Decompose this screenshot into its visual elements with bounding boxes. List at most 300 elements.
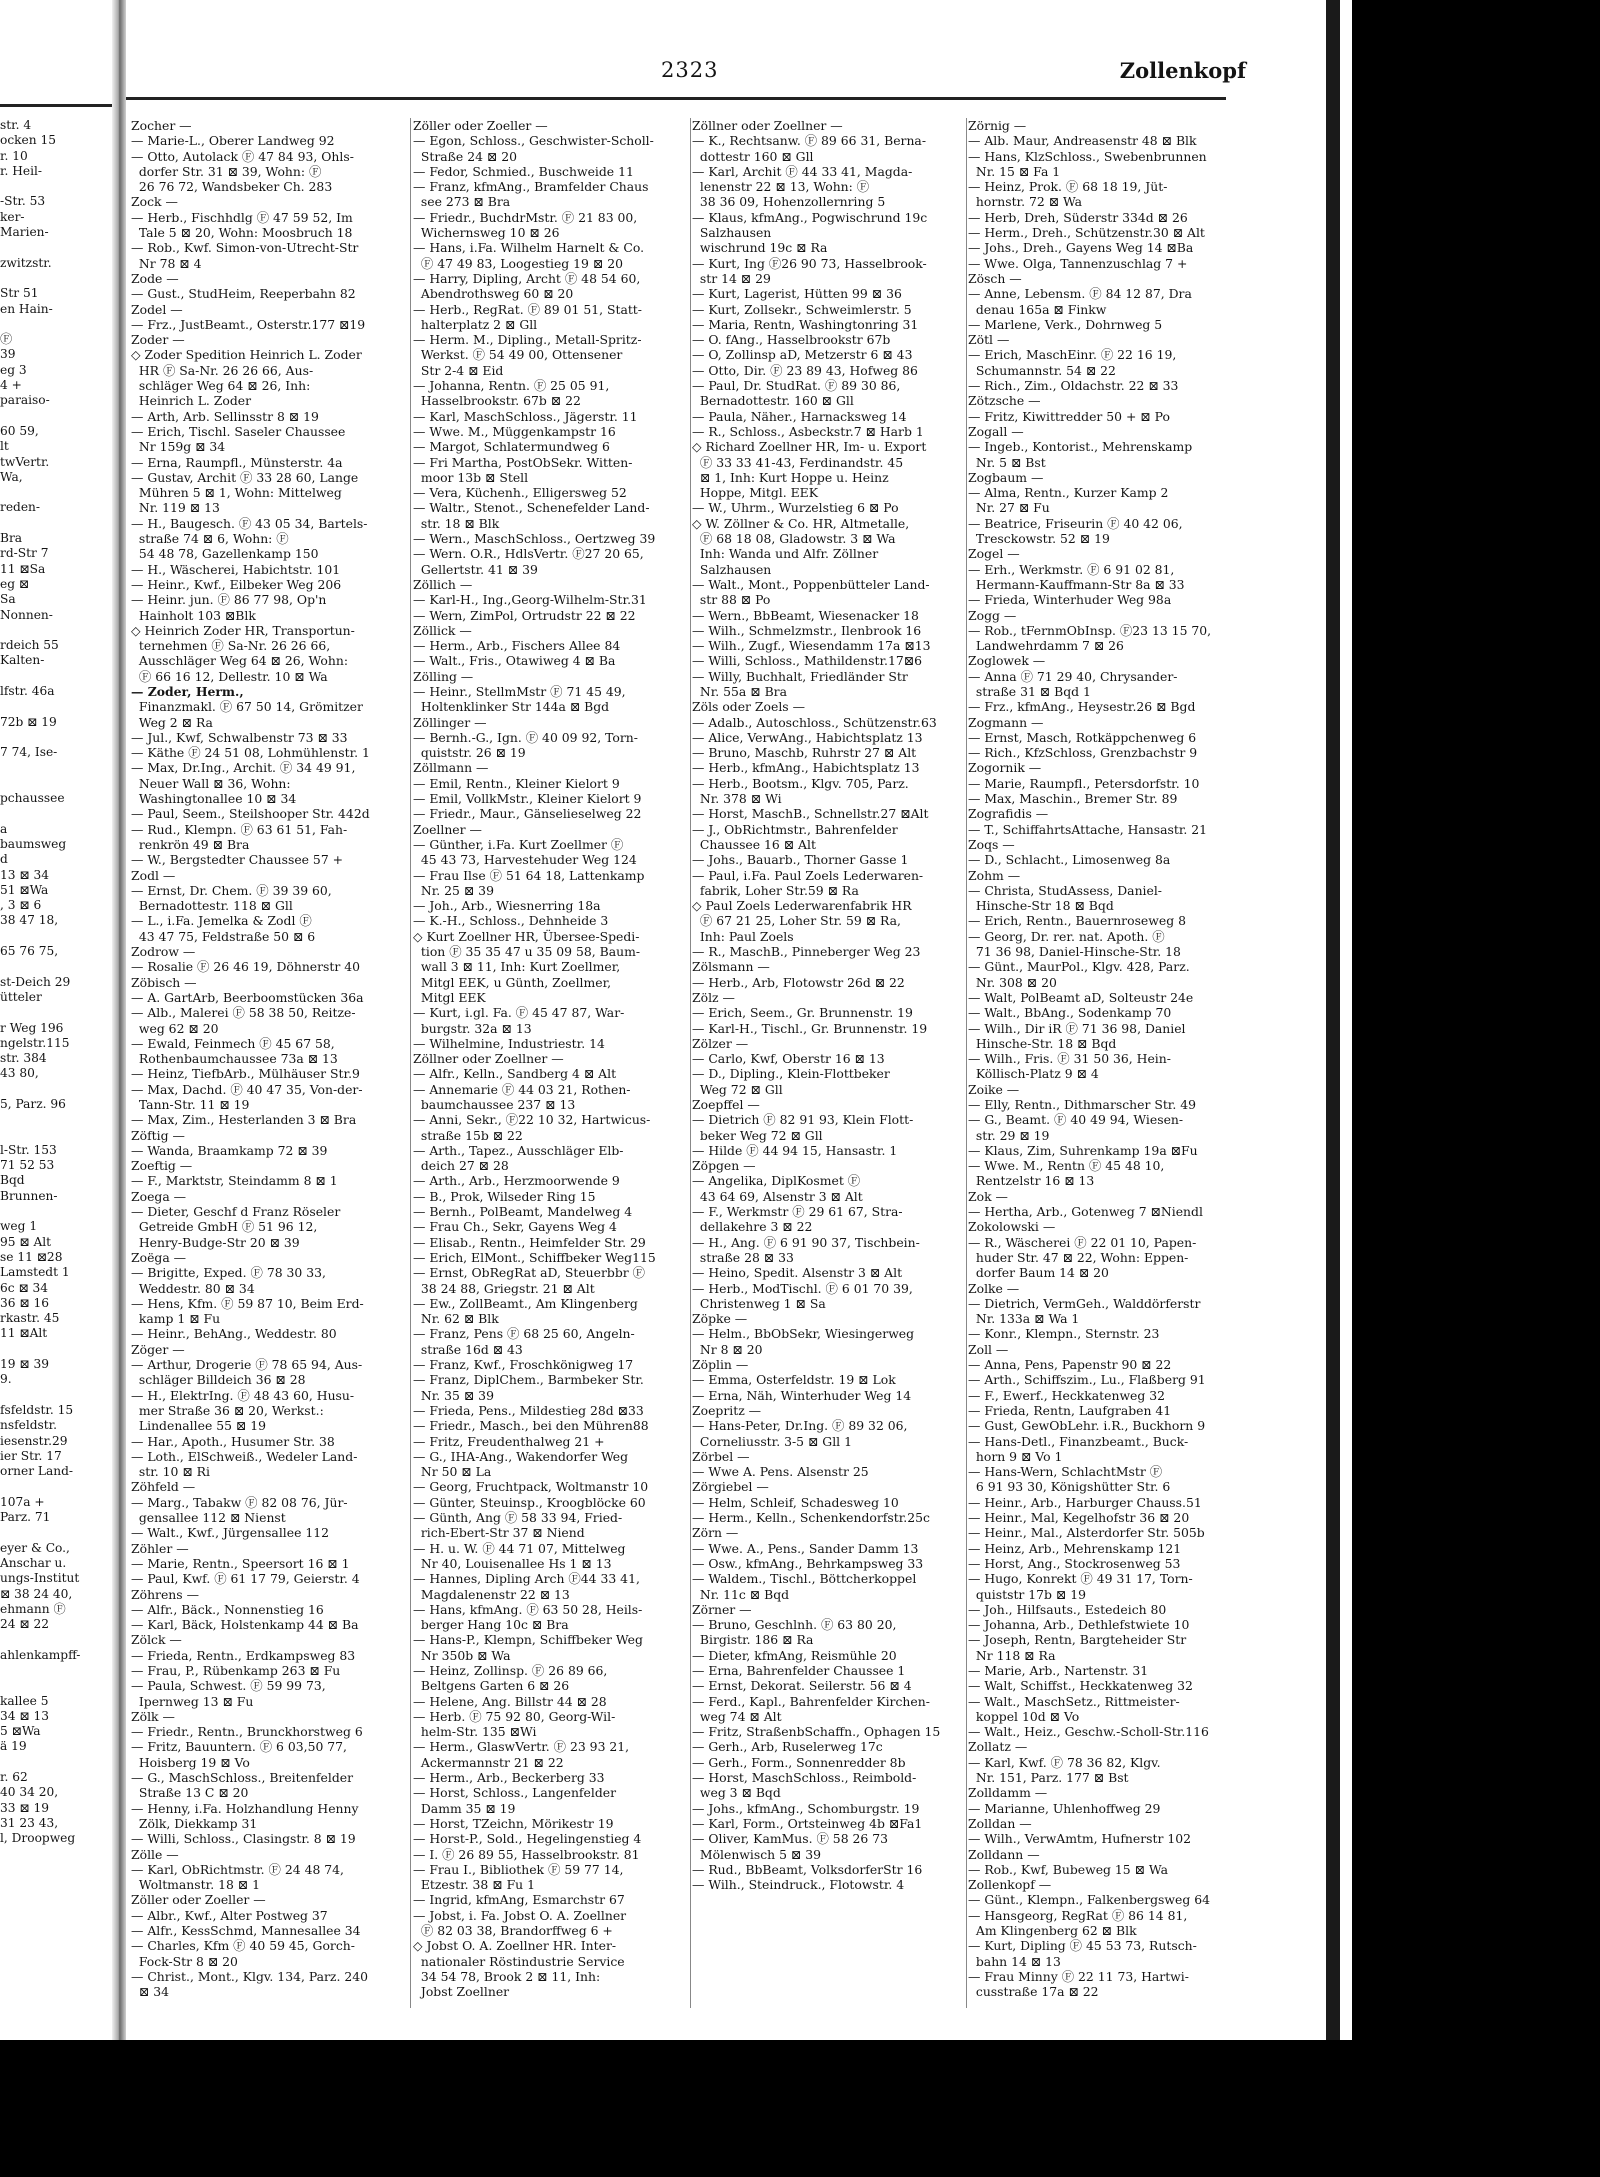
directory-line: dellakehre 3 ⊠ 22: [692, 1219, 813, 1235]
directory-line: — Zoder, Herm.,: [131, 683, 244, 699]
directory-line: — Bruno, Maschb, Ruhrstr 27 ⊠ Alt: [692, 745, 917, 761]
directory-line: — Fritz, Bauuntern. Ⓕ 6 03,50 77,: [131, 1739, 347, 1755]
directory-line: — Paul, Seem., Steilshooper Str. 442d: [131, 806, 370, 822]
directory-line: Zörbel —: [692, 1448, 750, 1464]
directory-line: Beltgens Garten 6 ⊠ 26: [413, 1678, 570, 1694]
directory-line: — H., Wäscherei, Habichtstr. 101: [131, 561, 341, 577]
directory-line: 5 ⊠Wa: [0, 1724, 41, 1739]
directory-line: — Hans, kfmAng. Ⓕ 63 50 28, Heils-: [413, 1601, 643, 1617]
directory-line: str 88 ⊠ Po: [692, 592, 771, 608]
directory-line: — Helene, Ang. Billstr 44 ⊠ 28: [413, 1693, 607, 1709]
directory-line: — Marg., Tabakw Ⓕ 82 08 76, Jür-: [131, 1494, 348, 1510]
directory-line: Zörnig —: [968, 118, 1027, 133]
directory-line: Zölz —: [692, 989, 735, 1005]
directory-line: — Friedr., Maur., Gänselieselweg 22: [413, 806, 642, 822]
directory-line: deich 27 ⊠ 28: [413, 1158, 509, 1174]
directory-line: Hainholt 103 ⊠Blk: [131, 607, 256, 623]
directory-line: 38 47 18,: [0, 913, 59, 928]
directory-line: 54 48 78, Gazellenkamp 150: [131, 546, 319, 562]
directory-line: 39: [0, 347, 16, 362]
directory-line: weg 3 ⊠ Bqd: [692, 1785, 781, 1801]
directory-line: Zöllner oder Zoellner —: [413, 1051, 564, 1067]
directory-line: Neuer Wall ⊠ 36, Wohn:: [131, 775, 291, 791]
directory-line: — Walt, PolBeamt aD, Solteustr 24e: [968, 989, 1194, 1005]
directory-line: Brunnen-: [0, 1188, 58, 1203]
directory-line: koppel 10d ⊠ Vo: [968, 1708, 1080, 1724]
directory-line: -Str. 53: [0, 194, 46, 209]
directory-line: straße 28 ⊠ 33: [692, 1249, 794, 1265]
directory-line: Ⓕ 33 33 41-43, Ferdinandstr. 45: [692, 454, 904, 470]
directory-line: Zöftig —: [131, 1127, 185, 1143]
directory-line: — Herb., Bootsm., Klgv. 705, Parz.: [692, 775, 909, 791]
directory-line: — Marlene, Verk., Dohrnweg 5: [968, 316, 1163, 332]
directory-line: — Karl, Bäck, Holstenkamp 44 ⊠ Ba: [131, 1617, 359, 1633]
directory-line: [0, 730, 108, 745]
directory-line: ehmann Ⓕ: [0, 1601, 66, 1616]
directory-line: Str 51: [0, 286, 39, 301]
directory-line: — Annemarie Ⓕ 44 03 21, Rothen-: [413, 1081, 631, 1097]
directory-line: — H. u. W. Ⓕ 44 71 07, Mittelweg: [413, 1540, 626, 1556]
directory-line: — J., ObRichtmstr., Bahrenfelder: [692, 821, 898, 837]
directory-line: — Wern, ZimPol, Ortrudstr 22 ⊠ 22: [413, 607, 636, 623]
directory-line: ⊠ 34: [131, 1984, 169, 2000]
directory-line: ◇ W. Zöllner & Co. HR, Altmetalle,: [692, 515, 910, 531]
directory-line: Zöller oder Zoeller —: [413, 118, 548, 133]
directory-line: Zodl —: [131, 867, 176, 883]
directory-line: — Emil, Rentn., Kleiner Kielort 9: [413, 775, 620, 791]
directory-line: — Herm., GlaswVertr. Ⓕ 23 93 21,: [413, 1739, 630, 1755]
directory-line: 71 52 53: [0, 1158, 55, 1173]
directory-line: [0, 1112, 108, 1127]
directory-line: bahn 14 ⊠ 13: [968, 1953, 1061, 1969]
directory-line: Zoeftig —: [131, 1158, 193, 1174]
directory-line: — Hans-P., Klempn, Schiffbeker Weg: [413, 1632, 643, 1648]
directory-line: — Helm, Schleif, Schadesweg 10: [692, 1494, 899, 1510]
directory-line: — Anni, Sekr., Ⓕ22 10 32, Hartwicus-: [413, 1112, 651, 1128]
directory-line: quiststr 17b ⊠ 19: [968, 1586, 1087, 1602]
directory-line: — Friedr., Rentn., Brunckhorstweg 6: [131, 1724, 363, 1740]
directory-line: — Max, Dachd. Ⓕ 40 47 35, Von-der-: [131, 1081, 363, 1097]
directory-line: — Rob., Kwf. Simon-von-Utrecht-Str: [131, 240, 359, 256]
directory-line: Anschar u.: [0, 1555, 67, 1570]
directory-line: — Johs., Bauarb., Thorner Gasse 1: [692, 852, 909, 868]
directory-line: r. 62: [0, 1770, 28, 1785]
directory-line: — Ernst, Dr. Chem. Ⓕ 39 39 60,: [131, 882, 332, 898]
directory-line: [0, 760, 108, 775]
directory-line: — Heinr., BehAng., Weddestr. 80: [131, 1326, 337, 1342]
directory-line: Wichernsweg 10 ⊠ 26: [413, 225, 560, 241]
directory-line: Nr. 15 ⊠ Fa 1: [968, 163, 1061, 179]
directory-line: weg 62 ⊠ 20: [131, 1020, 219, 1036]
directory-line: — Karl, Kwf. Ⓕ 78 36 82, Klgv.: [968, 1754, 1161, 1770]
directory-line: — Gust., StudHeim, Reeperbahn 82: [131, 286, 356, 302]
directory-line: berger Hang 10c ⊠ Bra: [413, 1617, 569, 1633]
directory-line: — Wilh., Schmelzmstr., Ilenbrook 16: [692, 622, 922, 638]
directory-line: — Willi, Schloss., Clasingstr. 8 ⊠ 19: [131, 1831, 356, 1847]
directory-line: Zöllinger —: [413, 714, 487, 730]
directory-line: 60 59,: [0, 423, 39, 438]
directory-line: Zogall —: [968, 423, 1024, 439]
directory-line: rd-Str 7: [0, 546, 49, 561]
directory-line: Zoepffel —: [692, 1097, 760, 1112]
directory-line: dottestr 160 ⊠ Gll: [692, 148, 814, 164]
directory-line: — Ernst, ObRegRat aD, Steuerbbr Ⓕ: [413, 1265, 646, 1281]
directory-line: — F., Werkmstr Ⓕ 29 61 67, Stra-: [692, 1204, 903, 1220]
directory-line: — Wwe. Olga, Tannenzuschlag 7 +: [968, 255, 1188, 271]
directory-line: nsfeldstr.: [0, 1418, 58, 1433]
directory-line: — Loth., ElSchweiß., Wedeler Land-: [131, 1448, 358, 1464]
directory-line: r Weg 196: [0, 1020, 64, 1035]
directory-line: ütteler: [0, 989, 42, 1004]
directory-line: — Karl-H., Tischl., Gr. Brunnenstr. 19: [692, 1020, 928, 1036]
directory-line: [0, 1005, 108, 1020]
directory-line: Finanzmakl. Ⓕ 67 50 14, Grömitzer: [131, 699, 363, 715]
directory-line: Zogg —: [968, 607, 1017, 623]
directory-line: Tann-Str. 11 ⊠ 19: [131, 1097, 250, 1112]
directory-line: — Harry, Dipling, Archt Ⓕ 48 54 60,: [413, 270, 641, 286]
directory-line: — Wilh., VerwAmtm, Hufnerstr 102: [968, 1831, 1192, 1847]
directory-line: Heinrich L. Zoder: [131, 393, 252, 409]
directory-line: Fock-Str 8 ⊠ 20: [131, 1953, 238, 1969]
directory-line: weg 74 ⊠ Alt: [692, 1708, 782, 1724]
directory-line: — Franz, DiplChem., Barmbeker Str.: [413, 1372, 644, 1388]
directory-line: — Günt., Klempn., Falkenbergsweg 64: [968, 1892, 1210, 1908]
directory-line: — Herm., Dreh., Schützenstr.30 ⊠ Alt: [968, 225, 1205, 241]
directory-line: Hermann-Kauffmann-Str 8a ⊠ 33: [968, 576, 1185, 592]
directory-line: — Rosalie Ⓕ 26 46 19, Döhnerstr 40: [131, 959, 361, 975]
directory-line: Lamstedt 1: [0, 1265, 70, 1280]
directory-line: — Rob., tFernmObInsp. Ⓕ23 13 15 70,: [968, 622, 1212, 638]
directory-line: [0, 1204, 108, 1219]
directory-line: Zöplin —: [692, 1357, 749, 1373]
directory-line: — Paula, Schwest. Ⓕ 59 99 73,: [131, 1678, 326, 1694]
directory-line: cusstraße 17a ⊠ 22: [968, 1984, 1099, 2000]
directory-line: Lindenallee 55 ⊠ 19: [131, 1418, 267, 1434]
directory-line: — Wilh., Dir iR Ⓕ 71 36 98, Daniel: [968, 1020, 1186, 1036]
directory-line: — Wwe A. Pens. Alsenstr 25: [692, 1464, 869, 1480]
directory-line: Ipernweg 13 ⊠ Fu: [131, 1693, 254, 1709]
directory-line: 38 24 88, Griegstr. 21 ⊠ Alt: [413, 1280, 595, 1296]
directory-line: Zöpke —: [692, 1311, 748, 1327]
directory-line: ◇ Zoder Spedition Heinrich L. Zoder: [131, 347, 362, 363]
directory-line: a: [0, 821, 8, 836]
directory-line: [0, 1525, 108, 1540]
directory-line: — Heino, Spedit. Alsenstr 3 ⊠ Alt: [692, 1265, 903, 1281]
directory-line: — Dietrich, VermGeh., Walddörferstr: [968, 1295, 1201, 1311]
directory-line: — Hansgeorg, RegRat Ⓕ 86 14 81,: [968, 1907, 1188, 1923]
directory-line: — H., Baugesch. Ⓕ 43 05 34, Bartels-: [131, 515, 368, 531]
directory-line: 65 76 75,: [0, 944, 59, 959]
directory-line: — Dieter, Geschf d Franz Röseler: [131, 1204, 341, 1220]
directory-line: st-Deich 29: [0, 974, 71, 989]
directory-line: — Walt., Kwf., Jürgensallee 112: [131, 1525, 329, 1541]
directory-line: — F., Marktstr, Steindamm 8 ⊠ 1: [131, 1173, 338, 1189]
column-divider: [966, 118, 967, 2008]
directory-line: ◇ Kurt Zoellner HR, Übersee-Spedi-: [413, 928, 640, 944]
directory-line: Zoepritz —: [692, 1402, 762, 1418]
directory-line: straße 16d ⊠ 43: [413, 1341, 523, 1357]
directory-line: — Elly, Rentn., Dithmarscher Str. 49: [968, 1097, 1197, 1112]
directory-line: [0, 271, 108, 286]
directory-line: Köllisch-Platz 9 ⊠ 4: [968, 1066, 1099, 1082]
directory-line: — Jobst, i. Fa. Jobst O. A. Zoellner: [413, 1907, 627, 1923]
directory-line: Nr. 35 ⊠ 39: [413, 1387, 494, 1403]
directory-line: — Rob., Kwf, Bubeweg 15 ⊠ Wa: [968, 1861, 1168, 1877]
directory-line: 43 80,: [0, 1066, 39, 1081]
directory-line: — Horst, Schloss., Langenfelder: [413, 1785, 617, 1801]
directory-line: — Johs., Dreh., Gayens Weg 14 ⊠Ba: [968, 240, 1194, 256]
directory-line: Zoll —: [968, 1341, 1009, 1357]
directory-line: Zolke —: [968, 1280, 1020, 1296]
directory-line: — Christa, StudAssess, Daniel-: [968, 882, 1162, 898]
directory-line: ⊠ 1, Inh: Kurt Hoppe u. Heinz: [692, 469, 889, 485]
directory-line: — Alfr., Bäck., Nonnenstieg 16: [131, 1601, 324, 1617]
directory-line: — Otto, Autolack Ⓕ 47 84 93, Ohls-: [131, 148, 354, 164]
directory-line: — Heinr., Mal., Alsterdorfer Str. 505b: [968, 1525, 1205, 1541]
directory-line: Zölsmann —: [692, 959, 770, 975]
directory-line: — Hans-Wern, SchlachtMstr Ⓕ: [968, 1464, 1163, 1480]
directory-line: Zoëga —: [131, 1249, 187, 1265]
directory-line: ocken 15: [0, 133, 56, 148]
directory-line: — Erich, Seem., Gr. Brunnenstr. 19: [692, 1005, 913, 1021]
directory-line: — Wern., MaschSchloss., Oertzweg 39: [413, 531, 656, 547]
directory-line: — Frau I., Bibliothek Ⓕ 59 77 14,: [413, 1861, 624, 1877]
directory-line: helm-Str. 135 ⊠Wi: [413, 1724, 537, 1740]
directory-line: Sa: [0, 592, 16, 607]
directory-line: r. 10: [0, 148, 28, 163]
directory-line: str. 10 ⊠ Ri: [131, 1464, 210, 1480]
directory-line: — Dieter, kfmAng, Reismühle 20: [692, 1647, 897, 1663]
directory-line: ⊠ 38 24 40,: [0, 1586, 73, 1601]
directory-line: — Horst, TZeichn, Mörikestr 19: [413, 1815, 614, 1831]
directory-line: — Günth, Ang Ⓕ 58 33 94, Fried-: [413, 1510, 623, 1526]
directory-line: — Max, Zim., Hesterlanden 3 ⊠ Bra: [131, 1112, 357, 1128]
directory-line: baumsweg: [0, 836, 67, 851]
directory-line: — Kurt, Dipling Ⓕ 45 53 73, Rutsch-: [968, 1938, 1197, 1954]
directory-line: Hasselbrookstr. 67b ⊠ 22: [413, 393, 581, 409]
directory-line: — Frau, P., Rübenkamp 263 ⊠ Fu: [131, 1662, 341, 1678]
directory-line: ◇ Richard Zoellner HR, Im- u. Export: [692, 439, 927, 455]
directory-line: Nr. 27 ⊠ Fu: [968, 500, 1050, 516]
directory-line: Zoellner —: [413, 821, 482, 837]
directory-line: — Erh., Werkmstr. Ⓕ 6 91 02 81,: [968, 561, 1175, 577]
directory-line: mer Straße 36 ⊠ 20, Werkst.:: [131, 1402, 324, 1418]
directory-line: Birgistr. 186 ⊠ Ra: [692, 1632, 814, 1648]
directory-line: [0, 240, 108, 255]
directory-line: — Beatrice, Friseurin Ⓕ 40 42 06,: [968, 515, 1183, 531]
directory-line: 7 74, Ise-: [0, 745, 58, 760]
directory-line: Zörgiebel —: [692, 1479, 769, 1495]
directory-line: HR Ⓕ Sa-Nr. 26 26 66, Aus-: [131, 362, 314, 378]
directory-line: 34 ⊠ 13: [0, 1708, 49, 1723]
directory-line: — Helm., BbObSekr, Wiesingerweg: [692, 1326, 915, 1342]
directory-line: — Johs., kfmAng., Schomburgstr. 19: [692, 1800, 920, 1816]
directory-line: — Hans-Peter, Dr.Ing. Ⓕ 89 32 06,: [692, 1418, 908, 1434]
directory-line: — Walt, Schiffst., Heckkatenweg 32: [968, 1678, 1193, 1694]
directory-line: Nonnen-: [0, 607, 53, 622]
directory-line: Nr. 378 ⊠ Wi: [692, 791, 782, 807]
directory-line: Zogornik —: [968, 760, 1042, 776]
directory-line: — Alice, VerwAng., Habichtsplatz 13: [692, 729, 923, 745]
directory-line: — R., Wäscherei Ⓕ 22 01 10, Papen-: [968, 1234, 1197, 1250]
directory-line: straße 31 ⊠ Bqd 1: [968, 683, 1091, 699]
directory-line: Zolldamm —: [968, 1785, 1048, 1801]
directory-line: Jobst Zoellner: [413, 1984, 510, 2000]
directory-line: — Walt., MaschSetz., Rittmeister-: [968, 1693, 1180, 1709]
directory-line: — Frz., kfmAng., Heysestr.26 ⊠ Bgd: [968, 699, 1196, 715]
directory-line: — Joh., Arb., Wiesnerring 18a: [413, 898, 601, 914]
directory-line: 31 23 43,: [0, 1815, 59, 1830]
directory-line: — Horst, Ang., Stockrosenweg 53: [968, 1555, 1181, 1571]
directory-line: — Horst, MaschSchloss., Reimbold-: [692, 1770, 917, 1786]
directory-line: — Günt., MaurPol., Klgv. 428, Parz.: [968, 959, 1190, 975]
directory-line: — Wern. O.R., HdlsVertr. Ⓕ27 20 65,: [413, 546, 644, 562]
directory-line: — Marie-L., Oberer Landweg 92: [131, 133, 335, 149]
directory-line: — Hugo, Konrekt Ⓕ 49 31 17, Torn-: [968, 1571, 1193, 1587]
directory-line: ä 19: [0, 1739, 27, 1754]
directory-line: — Franz, kfmAng., Bramfelder Chaus: [413, 179, 649, 195]
directory-line: — Fri Martha, PostObSekr. Witten-: [413, 454, 633, 470]
directory-line: — Paul, Dr. StudRat. Ⓕ 89 30 86,: [692, 378, 901, 394]
directory-line: ker-: [0, 209, 25, 224]
directory-line: — Hans, i.Fa. Wilhelm Harnelt & Co.: [413, 240, 645, 256]
directory-line: — Heinr. jun. Ⓕ 86 77 98, Op'n: [131, 592, 327, 608]
directory-line: — O, Zollinsp aD, Metzerstr 6 ⊠ 43: [692, 347, 913, 363]
directory-line: — Rud., BbBeamt, VolksdorferStr 16: [692, 1861, 923, 1877]
directory-line: Zogel —: [968, 546, 1020, 562]
directory-line: fsfeldstr. 15: [0, 1402, 74, 1417]
directory-line: zwitzstr.: [0, 255, 52, 270]
directory-line: — H., ElektrIng. Ⓕ 48 43 60, Husu-: [131, 1387, 355, 1403]
directory-line: — Walt., Fris., Otawiweg 4 ⊠ Ba: [413, 653, 616, 669]
directory-line: ◇ Heinrich Zoder HR, Transportun-: [131, 622, 355, 638]
directory-line: reden-: [0, 500, 41, 515]
directory-line: — Friedr., Masch., bei den Mühren88: [413, 1418, 649, 1434]
directory-line: Landwehrdamm 7 ⊠ 26: [968, 638, 1124, 654]
directory-line: wischrund 19c ⊠ Ra: [692, 240, 828, 256]
directory-line: str 14 ⊠ 29: [692, 270, 771, 286]
directory-line: eg ⊠: [0, 576, 30, 591]
directory-line: pchaussee: [0, 791, 65, 806]
directory-line: — Herb. Ⓕ 75 92 80, Georg-Wil-: [413, 1708, 616, 1724]
directory-line: — Alma, Rentn., Kurzer Kamp 2: [968, 485, 1169, 501]
directory-line: Zösch —: [968, 270, 1022, 286]
directory-line: orner Land-: [0, 1464, 74, 1479]
directory-line: schläger Weg 64 ⊠ 26, Inh:: [131, 378, 311, 394]
directory-line: Bra: [0, 531, 23, 546]
directory-line: 43 64 69, Alsenstr 3 ⊠ Alt: [692, 1188, 863, 1204]
directory-line: Salzhausen: [692, 561, 772, 577]
directory-line: — Herm., Arb., Beckerberg 33: [413, 1770, 605, 1786]
directory-line: — Franz, Pens Ⓕ 68 25 60, Angeln-: [413, 1326, 635, 1342]
directory-line: — Rud., Klempn. Ⓕ 63 61 51, Fah-: [131, 821, 348, 837]
directory-line: Wa,: [0, 469, 23, 484]
directory-line: Salzhausen: [692, 225, 772, 241]
directory-line: huder Str. 47 ⊠ 22, Wohn: Eppen-: [968, 1249, 1189, 1265]
directory-line: eyer & Co.,: [0, 1540, 70, 1555]
directory-line: 40 34 20,: [0, 1785, 59, 1800]
column-divider: [690, 118, 691, 2008]
directory-line: — Kurt, Lagerist, Hütten 99 ⊠ 36: [692, 286, 902, 302]
directory-line: Nr 118 ⊠ Ra: [968, 1647, 1056, 1663]
directory-line: — G., IHA-Ang., Wakendorfer Weg: [413, 1448, 629, 1464]
directory-line: Inh: Paul Zoels: [692, 928, 794, 944]
directory-line: 45 43 73, Harvestehuder Weg 124: [413, 852, 637, 868]
directory-line: — Arth., Arb., Herzmoorwende 9: [413, 1173, 620, 1189]
directory-line: — A. GartArb, Beerboomstücken 36a: [131, 989, 364, 1005]
directory-line: [0, 1678, 108, 1693]
directory-line: — Karl-H., Ing.,Georg-Wilhelm-Str.31: [413, 592, 647, 608]
column-divider: [410, 118, 411, 2008]
directory-line: see 273 ⊠ Bra: [413, 194, 511, 210]
directory-line: — Käthe Ⓕ 24 51 08, Lohmühlenstr. 1: [131, 745, 370, 761]
directory-line: [0, 1388, 108, 1403]
directory-line: — Erich, Rentn., Bauernroseweg 8: [968, 913, 1186, 929]
directory-line: — Alfr., KessSchmd, Mannesallee 34: [131, 1923, 361, 1939]
scan-background-bottom: [0, 2040, 1352, 2177]
directory-line: — Bruno, Geschlnh. Ⓕ 63 80 20,: [692, 1617, 897, 1633]
scan-edge: [1326, 0, 1340, 2177]
directory-line: Hinsche-Str. 18 ⊠ Bqd: [968, 1035, 1117, 1051]
directory-line: — Heinz, Arb., Mehrenskamp 121: [968, 1540, 1182, 1556]
directory-line: — Erich, ElMont., Schiffbeker Weg115: [413, 1249, 656, 1265]
directory-line: Damm 35 ⊠ 19: [413, 1800, 516, 1816]
directory-line: Nr. 151, Parz. 177 ⊠ Bst: [968, 1770, 1129, 1786]
directory-line: — Christ., Mont., Klgv. 134, Parz. 240: [131, 1968, 368, 1984]
directory-line: — B., Prok, Wilseder Ring 15: [413, 1188, 596, 1204]
directory-line: — Karl, Archit Ⓕ 44 33 41, Magda-: [692, 163, 913, 179]
directory-line: l-Str. 153: [0, 1142, 57, 1157]
directory-line: gensallee 112 ⊠ Nienst: [131, 1510, 286, 1526]
directory-line: Bernadottestr. 118 ⊠ Gll: [131, 898, 293, 914]
directory-line: — Hans-Detl., Finanzbeamt., Buck-: [968, 1433, 1189, 1449]
directory-line: 34 54 78, Brook 2 ⊠ 11, Inh:: [413, 1968, 601, 1984]
directory-line: Getreide GmbH Ⓕ 51 96 12,: [131, 1219, 318, 1235]
directory-line: Nr. 308 ⊠ 20: [968, 974, 1057, 990]
directory-line: Nr 40, Louisenallee Hs 1 ⊠ 13: [413, 1555, 612, 1571]
directory-line: str. 18 ⊠ Blk: [413, 515, 500, 531]
directory-line: ternehmen Ⓕ Sa-Nr. 26 26 66,: [131, 638, 331, 654]
directory-line: en Hain-: [0, 301, 53, 316]
directory-line: Rentzelstr 16 ⊠ 13: [968, 1173, 1095, 1189]
directory-line: — Ingeb., Kontorist., Mehrenskamp: [968, 439, 1193, 455]
directory-line: ◇ Jobst O. A. Zoellner HR. Inter-: [413, 1938, 617, 1954]
directory-line: iesenstr.29: [0, 1433, 68, 1448]
directory-line: weg 1: [0, 1219, 38, 1234]
directory-line: Nr. 5 ⊠ Bst: [968, 454, 1046, 470]
directory-line: Straße 13 C ⊠ 20: [131, 1785, 249, 1801]
directory-line: 26 76 72, Wandsbeker Ch. 283: [131, 179, 333, 195]
directory-line: Ⓕ 67 21 25, Loher Str. 59 ⊠ Ra,: [692, 913, 901, 929]
directory-line: Nr. 119 ⊠ 13: [131, 500, 220, 516]
directory-line: [0, 1479, 108, 1494]
directory-line: Nr 78 ⊠ 4: [131, 255, 202, 271]
directory-line: [0, 1632, 108, 1647]
directory-line: Zolldann —: [968, 1846, 1040, 1862]
directory-line: — Charles, Kfm Ⓕ 40 59 45, Gorch-: [131, 1938, 355, 1954]
directory-line: Mühren 5 ⊠ 1, Wohn: Mittelweg: [131, 485, 342, 501]
directory-line: 36 ⊠ 16: [0, 1295, 49, 1310]
directory-line: denau 165a ⊠ Finkw: [968, 301, 1107, 317]
directory-line: — Kurt, Ing Ⓕ26 90 73, Hasselbrook-: [692, 255, 927, 271]
directory-line: r. Heil-: [0, 163, 42, 178]
directory-line: — L., i.Fa. Jemelka & Zodl Ⓕ: [131, 913, 312, 929]
directory-line: — Emil, VollkMstr., Kleiner Kielort 9: [413, 791, 642, 807]
directory-line: paraiso-: [0, 393, 50, 408]
page-header: [126, 58, 1246, 92]
directory-line: Zogmann —: [968, 714, 1044, 730]
directory-line: [0, 1663, 108, 1678]
